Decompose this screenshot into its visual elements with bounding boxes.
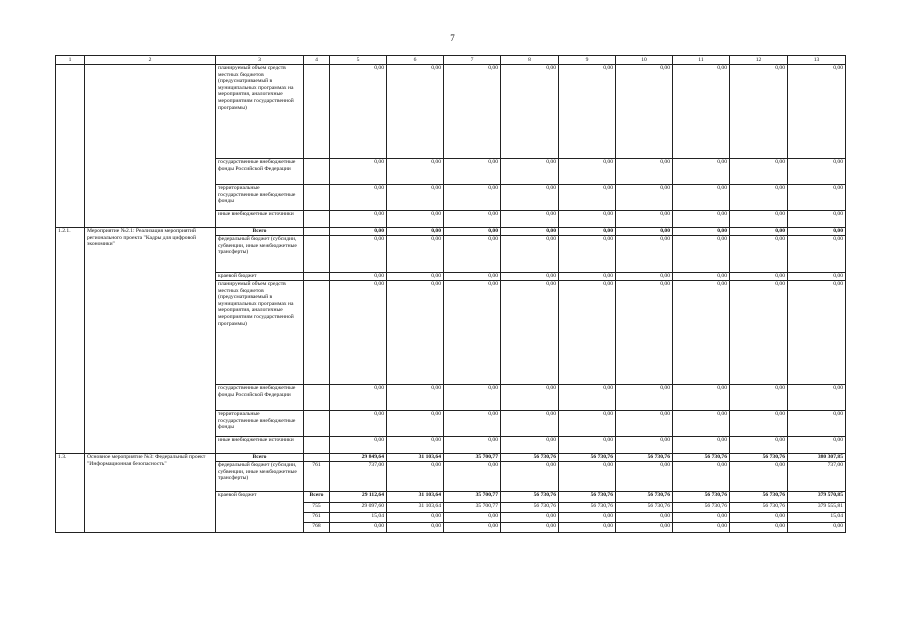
funding-source: краевой бюджет (216, 492, 304, 533)
amount-value: 0,00 (330, 185, 387, 211)
column-number: 12 (730, 56, 788, 65)
amount-value: 0,00 (616, 273, 673, 281)
budget-code (304, 411, 330, 437)
amount-value: 0,00 (730, 159, 788, 185)
amount-value: 0,00 (788, 411, 846, 437)
funding-source: федеральный бюджет (субсидии, субвенции, иные межбюджетные трансферты) (216, 236, 304, 273)
amount-value: 0,00 (444, 462, 501, 492)
amount-value: 56 730,76 (616, 454, 673, 462)
budget-code (304, 65, 330, 159)
amount-value: 0,00 (788, 159, 846, 185)
budget-code (304, 211, 330, 228)
amount-value: 0,00 (616, 411, 673, 437)
amount-value: 0,00 (788, 236, 846, 273)
amount-value: 0,00 (330, 281, 387, 385)
amount-value: 0,00 (501, 159, 559, 185)
funding-source: планируемый объем средств местных бюджетов (предусматриваемый в муниципальных программах на мероприятия, аналогичные мероприятиям государственной программы) (216, 65, 304, 159)
amount-value: 0,00 (559, 437, 616, 454)
amount-value: 0,00 (559, 273, 616, 281)
amount-value: 0,00 (387, 159, 444, 185)
amount-value: 0,00 (616, 385, 673, 411)
amount-value: 0,00 (501, 462, 559, 492)
amount-value: 56 730,76 (559, 503, 616, 513)
budget-code (304, 281, 330, 385)
funding-source: государственные внебюджетные фонды Российской Федерации (216, 159, 304, 185)
budget-code (304, 228, 330, 236)
amount-value: 0,00 (730, 462, 788, 492)
amount-value: 0,00 (501, 411, 559, 437)
amount-value: 35 700,77 (444, 454, 501, 462)
amount-value: 0,00 (616, 523, 673, 533)
amount-value: 0,00 (616, 236, 673, 273)
amount-value: 15,04 (330, 513, 387, 523)
amount-value: 0,00 (788, 65, 846, 159)
amount-value: 0,00 (673, 523, 730, 533)
column-number: 1 (56, 56, 85, 65)
amount-value: 0,00 (788, 523, 846, 533)
amount-value: 0,00 (444, 228, 501, 236)
amount-value: 0,00 (444, 211, 501, 228)
amount-value: 0,00 (730, 411, 788, 437)
amount-value: 0,00 (616, 211, 673, 228)
amount-value: 737,00 (788, 462, 846, 492)
amount-value: 0,00 (387, 462, 444, 492)
amount-value: 56 730,76 (559, 492, 616, 503)
column-number: 4 (304, 56, 330, 65)
amount-value: 31 103,64 (387, 503, 444, 513)
amount-value: 0,00 (730, 65, 788, 159)
amount-value: 0,00 (501, 281, 559, 385)
amount-value: 0,00 (387, 228, 444, 236)
amount-value: 56 730,76 (730, 503, 788, 513)
amount-value: 0,00 (444, 185, 501, 211)
funding-source: иные внебюджетные источники (216, 211, 304, 228)
amount-value: 0,00 (730, 211, 788, 228)
amount-value: 0,00 (559, 385, 616, 411)
amount-value: 0,00 (330, 385, 387, 411)
amount-value: 0,00 (444, 523, 501, 533)
amount-value: 0,00 (559, 513, 616, 523)
table-row (56, 454, 846, 462)
amount-value: 0,00 (387, 385, 444, 411)
column-number: 7 (444, 56, 501, 65)
column-number: 11 (673, 56, 730, 65)
amount-value: 0,00 (444, 281, 501, 385)
item-number (56, 65, 85, 228)
amount-value: 0,00 (559, 211, 616, 228)
amount-value: 0,00 (387, 513, 444, 523)
amount-value: 0,00 (559, 236, 616, 273)
item-number: 1.3. (56, 454, 85, 533)
amount-value: 0,00 (330, 236, 387, 273)
amount-value: 0,00 (330, 523, 387, 533)
budget-code: Всего (304, 492, 330, 503)
amount-value: 0,00 (616, 281, 673, 385)
amount-value: 29 849,64 (330, 454, 387, 462)
amount-value: 0,00 (387, 236, 444, 273)
amount-value: 0,00 (673, 385, 730, 411)
amount-value: 0,00 (616, 159, 673, 185)
amount-value: 56 730,76 (616, 492, 673, 503)
amount-value: 56 730,76 (673, 454, 730, 462)
amount-value: 0,00 (730, 281, 788, 385)
funding-source: иные внебюджетные источники (216, 437, 304, 454)
amount-value: 0,00 (673, 437, 730, 454)
funding-source: государственные внебюджетные фонды Российской Федерации (216, 385, 304, 411)
column-number: 9 (559, 56, 616, 65)
column-number: 10 (616, 56, 673, 65)
budget-code (304, 385, 330, 411)
amount-value: 0,00 (501, 185, 559, 211)
amount-value: 0,00 (501, 437, 559, 454)
column-number: 5 (330, 56, 387, 65)
amount-value: 0,00 (559, 281, 616, 385)
budget-code (304, 454, 330, 462)
column-number: 2 (85, 56, 216, 65)
amount-value: 0,00 (444, 385, 501, 411)
amount-value: 0,00 (616, 513, 673, 523)
item-number: 1.2.1. (56, 228, 85, 454)
amount-value: 0,00 (730, 385, 788, 411)
amount-value: 0,00 (387, 411, 444, 437)
amount-value: 0,00 (788, 437, 846, 454)
budget-code: 761 (304, 462, 330, 492)
amount-value: 0,00 (730, 236, 788, 273)
amount-value: 0,00 (673, 513, 730, 523)
budget-code (304, 159, 330, 185)
budget-code: 768 (304, 523, 330, 533)
amount-value: 0,00 (616, 437, 673, 454)
amount-value: 0,00 (788, 281, 846, 385)
amount-value: 0,00 (330, 211, 387, 228)
amount-value: 0,00 (559, 65, 616, 159)
header-row (56, 56, 846, 65)
budget-code: 761 (304, 513, 330, 523)
amount-value: 0,00 (673, 462, 730, 492)
funding-source: федеральный бюджет (субсидии, субвенции, иные межбюджетные трансферты) (216, 462, 304, 492)
amount-value: 0,00 (788, 228, 846, 236)
amount-value: 0,00 (673, 281, 730, 385)
amount-value: 56 730,76 (730, 454, 788, 462)
amount-value: 0,00 (501, 385, 559, 411)
amount-value: 0,00 (444, 437, 501, 454)
amount-value: 0,00 (673, 185, 730, 211)
amount-value: 0,00 (444, 236, 501, 273)
amount-value: 0,00 (559, 411, 616, 437)
table-row (56, 65, 846, 159)
amount-value: 0,00 (730, 185, 788, 211)
item-name (85, 65, 216, 228)
amount-value: 0,00 (730, 437, 788, 454)
budget-code: 755 (304, 503, 330, 513)
amount-value: 0,00 (501, 273, 559, 281)
amount-value: 0,00 (559, 159, 616, 185)
amount-value: 0,00 (730, 273, 788, 281)
amount-value: 0,00 (444, 411, 501, 437)
amount-value: 56 730,76 (673, 492, 730, 503)
budget-code (304, 437, 330, 454)
budget-code (304, 273, 330, 281)
funding-source: территориальные государственные внебюджетные фонды (216, 411, 304, 437)
amount-value: 0,00 (387, 65, 444, 159)
amount-value: 0,00 (444, 65, 501, 159)
budget-code (304, 185, 330, 211)
amount-value: 0,00 (387, 523, 444, 533)
amount-value: 56 730,76 (501, 503, 559, 513)
budget-table (55, 55, 846, 533)
amount-value: 737,00 (330, 462, 387, 492)
amount-value: 0,00 (673, 65, 730, 159)
amount-value: 56 730,76 (616, 503, 673, 513)
amount-value: 0,00 (387, 211, 444, 228)
amount-value: 0,00 (501, 523, 559, 533)
funding-source: краевой бюджет (216, 273, 304, 281)
funding-source: планируемый объем средств местных бюджетов (предусматриваемый в муниципальных программах на мероприятия, аналогичные мероприятиям государственной программы) (216, 281, 304, 385)
amount-value: 0,00 (330, 159, 387, 185)
amount-value: 380 307,85 (788, 454, 846, 462)
amount-value: 0,00 (616, 185, 673, 211)
amount-value: 0,00 (330, 228, 387, 236)
column-number: 8 (501, 56, 559, 65)
amount-value: 0,00 (501, 65, 559, 159)
amount-value: 0,00 (788, 385, 846, 411)
amount-value: 29 112,64 (330, 492, 387, 503)
amount-value: 0,00 (444, 513, 501, 523)
amount-value: 0,00 (616, 462, 673, 492)
amount-value: 56 730,76 (501, 492, 559, 503)
amount-value: 35 700,77 (444, 492, 501, 503)
amount-value: 0,00 (616, 65, 673, 159)
funding-source: территориальные государственные внебюджетные фонды (216, 185, 304, 211)
amount-value: 379 570,85 (788, 492, 846, 503)
amount-value: 0,00 (616, 228, 673, 236)
amount-value: 0,00 (559, 228, 616, 236)
amount-value: 0,00 (788, 211, 846, 228)
amount-value: 379 555,81 (788, 503, 846, 513)
amount-value: 0,00 (788, 273, 846, 281)
amount-value: 15,04 (788, 513, 846, 523)
item-name: Основное мероприятие №3: Федеральный проект "Информационная безопасность" (85, 454, 216, 533)
amount-value: 0,00 (444, 159, 501, 185)
table-row (56, 228, 846, 236)
page-number: 7 (450, 33, 455, 43)
amount-value: 0,00 (673, 236, 730, 273)
amount-value: 56 730,76 (730, 492, 788, 503)
amount-value: 56 730,76 (673, 503, 730, 513)
column-number: 6 (387, 56, 444, 65)
amount-value: 0,00 (501, 211, 559, 228)
amount-value: 0,00 (559, 462, 616, 492)
amount-value: 0,00 (730, 523, 788, 533)
amount-value: 56 730,76 (559, 454, 616, 462)
amount-value: 0,00 (387, 437, 444, 454)
amount-value: 0,00 (673, 411, 730, 437)
item-name: Мероприятие №2.1: Реализация мероприятий регионального проекта "Кадры для цифровой экономики" (85, 228, 216, 454)
amount-value: 0,00 (559, 185, 616, 211)
amount-value: 0,00 (444, 273, 501, 281)
column-number: 13 (788, 56, 846, 65)
amount-value: 31 103,64 (387, 492, 444, 503)
funding-source: Всего (216, 454, 304, 462)
amount-value: 29 097,60 (330, 503, 387, 513)
amount-value: 0,00 (387, 281, 444, 385)
amount-value: 0,00 (330, 411, 387, 437)
funding-source: Всего (216, 228, 304, 236)
amount-value: 0,00 (501, 228, 559, 236)
amount-value: 0,00 (730, 228, 788, 236)
amount-value: 0,00 (330, 437, 387, 454)
amount-value: 0,00 (501, 513, 559, 523)
amount-value: 0,00 (673, 273, 730, 281)
amount-value: 0,00 (673, 228, 730, 236)
amount-value: 56 730,76 (501, 454, 559, 462)
amount-value: 0,00 (501, 236, 559, 273)
column-number: 3 (216, 56, 304, 65)
amount-value: 0,00 (673, 159, 730, 185)
amount-value: 0,00 (387, 273, 444, 281)
amount-value: 0,00 (330, 65, 387, 159)
budget-code (304, 236, 330, 273)
amount-value: 0,00 (788, 185, 846, 211)
amount-value: 31 103,64 (387, 454, 444, 462)
amount-value: 0,00 (559, 523, 616, 533)
amount-value: 0,00 (673, 211, 730, 228)
amount-value: 0,00 (387, 185, 444, 211)
amount-value: 0,00 (330, 273, 387, 281)
amount-value: 35 700,77 (444, 503, 501, 513)
amount-value: 0,00 (730, 513, 788, 523)
